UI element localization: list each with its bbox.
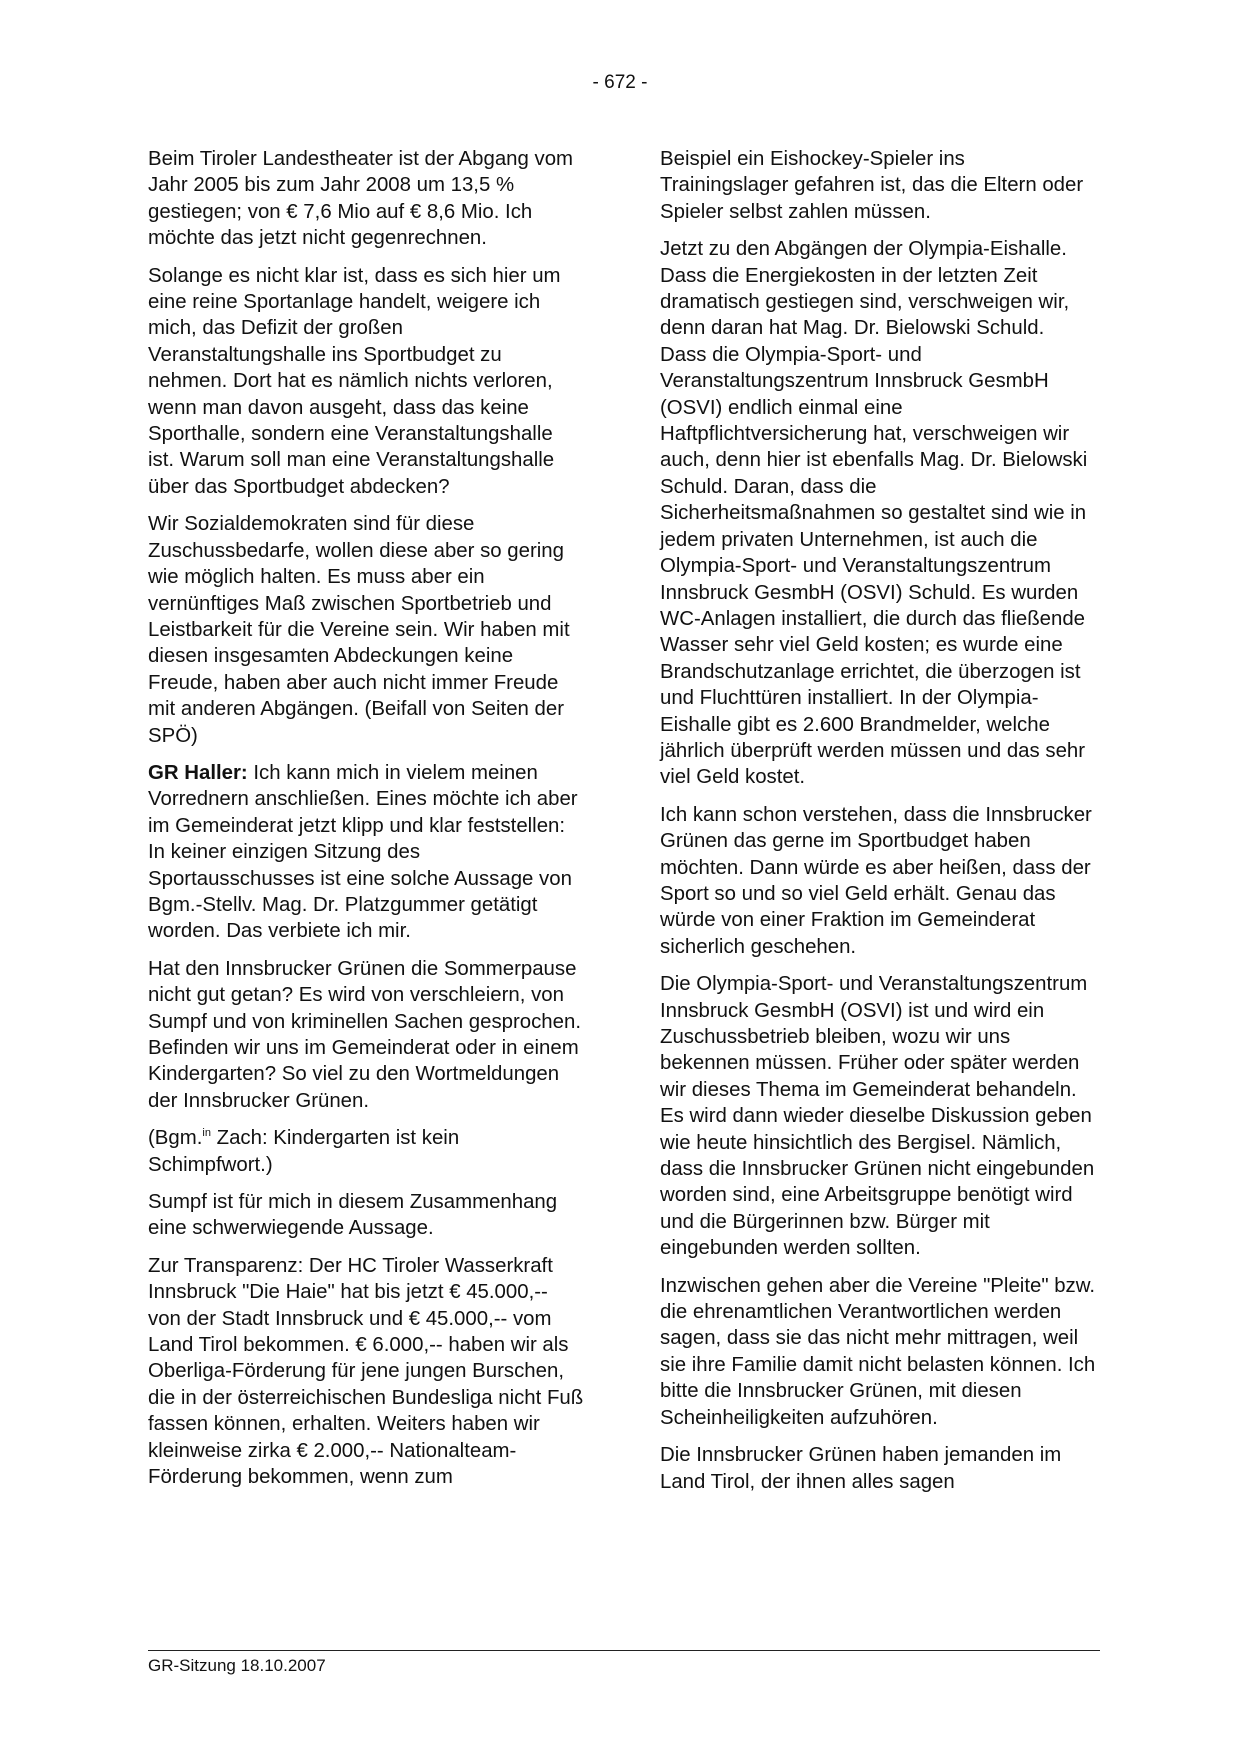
paragraph: Zur Transparenz: Der HC Tiroler Wasserkraft Innsbruck "Die Haie" hat bis jetzt € 45.000,-- von der Stadt Innsbruck und € 45.000,-- vom Land Tirol bekommen. € 6.000,-- haben wir als Oberliga-Förderung für jene jungen Burschen, die in der österreichischen Bundesliga nicht Fuß fassen können, erhalten. Weiters haben wir kleinweise zirka € 2.000,-- Nationalteam-Förderung bekommen, wenn zum	[148, 1254, 584, 1489]
right-column	[660, 146, 1096, 1506]
paragraph: Beispiel ein Eishockey-Spieler ins Trainingslager gefahren ist, das die Eltern oder Spieler selbst zahlen müssen.	[660, 148, 1084, 223]
interjection-prefix: (Bgm.	[148, 1127, 203, 1150]
left-column	[148, 146, 584, 1502]
page-number: - 672 -	[592, 72, 648, 93]
interjection	[148, 1125, 584, 1178]
superscript: in	[202, 1127, 211, 1140]
paragraph: Die Innsbrucker Grünen haben jemanden im Land Tirol, der ihnen alles sagen	[660, 1444, 1062, 1493]
paragraph: Inzwischen gehen aber die Vereine "Pleite" bzw. die ehrenamtlichen Verantwortlichen werden sagen, dass sie das nicht mehr mittragen, weil sie ihre Familie damit nicht belasten können. Ich bitte die Innsbrucker Grünen, mit diesen Scheinheiligkeiten aufzuhören.	[660, 1274, 1096, 1429]
paragraph: Beim Tiroler Landestheater ist der Abgang vom Jahr 2005 bis zum Jahr 2008 um 13,5 % gestiegen; von € 7,6 Mio auf € 8,6 Mio. Ich möchte das jetzt nicht gegenrechnen.	[148, 148, 574, 250]
paragraph: Ich kann schon verstehen, dass die Innsbrucker Grünen das gerne im Sportbudget haben möchten. Dann würde es aber heißen, dass der Sport so und so viel Geld erhält. Genau das würde von einer Fraktion im Gemeinderat sicherlich geschehen.	[660, 803, 1092, 958]
speaker-name: GR Haller:	[148, 761, 248, 784]
paragraph	[148, 760, 584, 945]
footer-session-date: GR-Sitzung 18.10.2007	[148, 1656, 326, 1675]
paragraph: Wir Sozialdemokraten sind für diese Zuschussbedarfe, wollen diese aber so gering wie möglich halten. Es muss aber ein vernünftiges Maß zwischen Sportbetrieb und Leistbarkeit für die Vereine sein. Wir haben mit diesen insgesamten Abdeckungen keine Freude, haben aber auch nicht immer Freude mit anderen Abgängen. (Beifall von Seiten der SPÖ)	[148, 513, 570, 747]
paragraph: Hat den Innsbrucker Grünen die Sommerpause nicht gut getan? Es wird von verschleiern, von Sumpf und von kriminellen Sachen gesprochen. Befinden wir uns im Gemeinderat oder in einem Kindergarten? So viel zu den Wortmeldungen der Innsbrucker Grünen.	[148, 957, 581, 1112]
paragraph: Sumpf ist für mich in diesem Zusammenhang eine schwerwiegende Aussage.	[148, 1191, 558, 1240]
footer-divider	[148, 1650, 1100, 1651]
speech-text: Ich kann mich in vielem meinen Vorrednern anschließen. Eines möchte ich aber im Gemeinderat jetzt klipp und klar feststellen: In keiner einzigen Sitzung des Sportausschusses ist eine solche Aussage von Bgm.-Stellv. Mag. Dr. Platzgummer getätigt worden. Das verbiete ich mir.	[148, 761, 578, 943]
paragraph: Jetzt zu den Abgängen der Olympia-Eishalle. Dass die Energiekosten in der letzten Zeit dramatisch gestiegen sind, verschweigen wir, denn daran hat Mag. Dr. Bielowski Schuld. Dass die Olympia-Sport- und Veranstaltungszentrum Innsbruck GesmbH (OSVI) endlich einmal eine Haftpflichtversicherung hat, verschweigen wir auch, denn hier ist ebenfalls Mag. Dr. Bielowski Schuld. Daran, dass die Sicherheitsmaßnahmen so gestaltet sind wie in jedem privaten Unternehmen, ist auch die Olympia-Sport- und Veranstaltungszentrum Innsbruck GesmbH (OSVI) Schuld. Es wurden WC-Anlagen installiert, die durch das fließende Wasser sehr viel Geld kosten; es wurde eine Brandschutzanlage errichtet, die überzogen ist und Fluchttüren installiert. In der Olympia-Eishalle gibt es 2.600 Brandmelder, welche jährlich überprüft werden müssen und das sehr viel Geld kostet.	[660, 238, 1088, 789]
interjection-text: Zach: Kindergarten ist kein Schimpfwort.)	[148, 1127, 460, 1176]
paragraph: Solange es nicht klar ist, dass es sich hier um eine reine Sportanlage handelt, weigere ich mich, das Defizit der großen Veranstaltungshalle ins Sportbudget zu nehmen. Dort hat es nämlich nichts verloren, wenn man davon ausgeht, dass das keine Sporthalle, sondern eine Veranstaltungshalle ist. Warum soll man eine Veranstaltungshalle über das Sportbudget abdecken?	[148, 264, 561, 498]
paragraph: Die Olympia-Sport- und Veranstaltungszentrum Innsbruck GesmbH (OSVI) ist und wird ein Zuschussbetrieb bleiben, wozu wir uns bekennen müssen. Früher oder später werden wir dieses Thema im Gemeinderat behandeln. Es wird dann wieder dieselbe Diskussion geben wie heute hinsichtlich des Bergisel. Nämlich, dass die Innsbrucker Grünen nicht eingebunden worden sind, eine Arbeitsgruppe benötigt wird und die Bürgerinnen bzw. Bürger mit eingebunden werden sollten.	[660, 973, 1095, 1260]
